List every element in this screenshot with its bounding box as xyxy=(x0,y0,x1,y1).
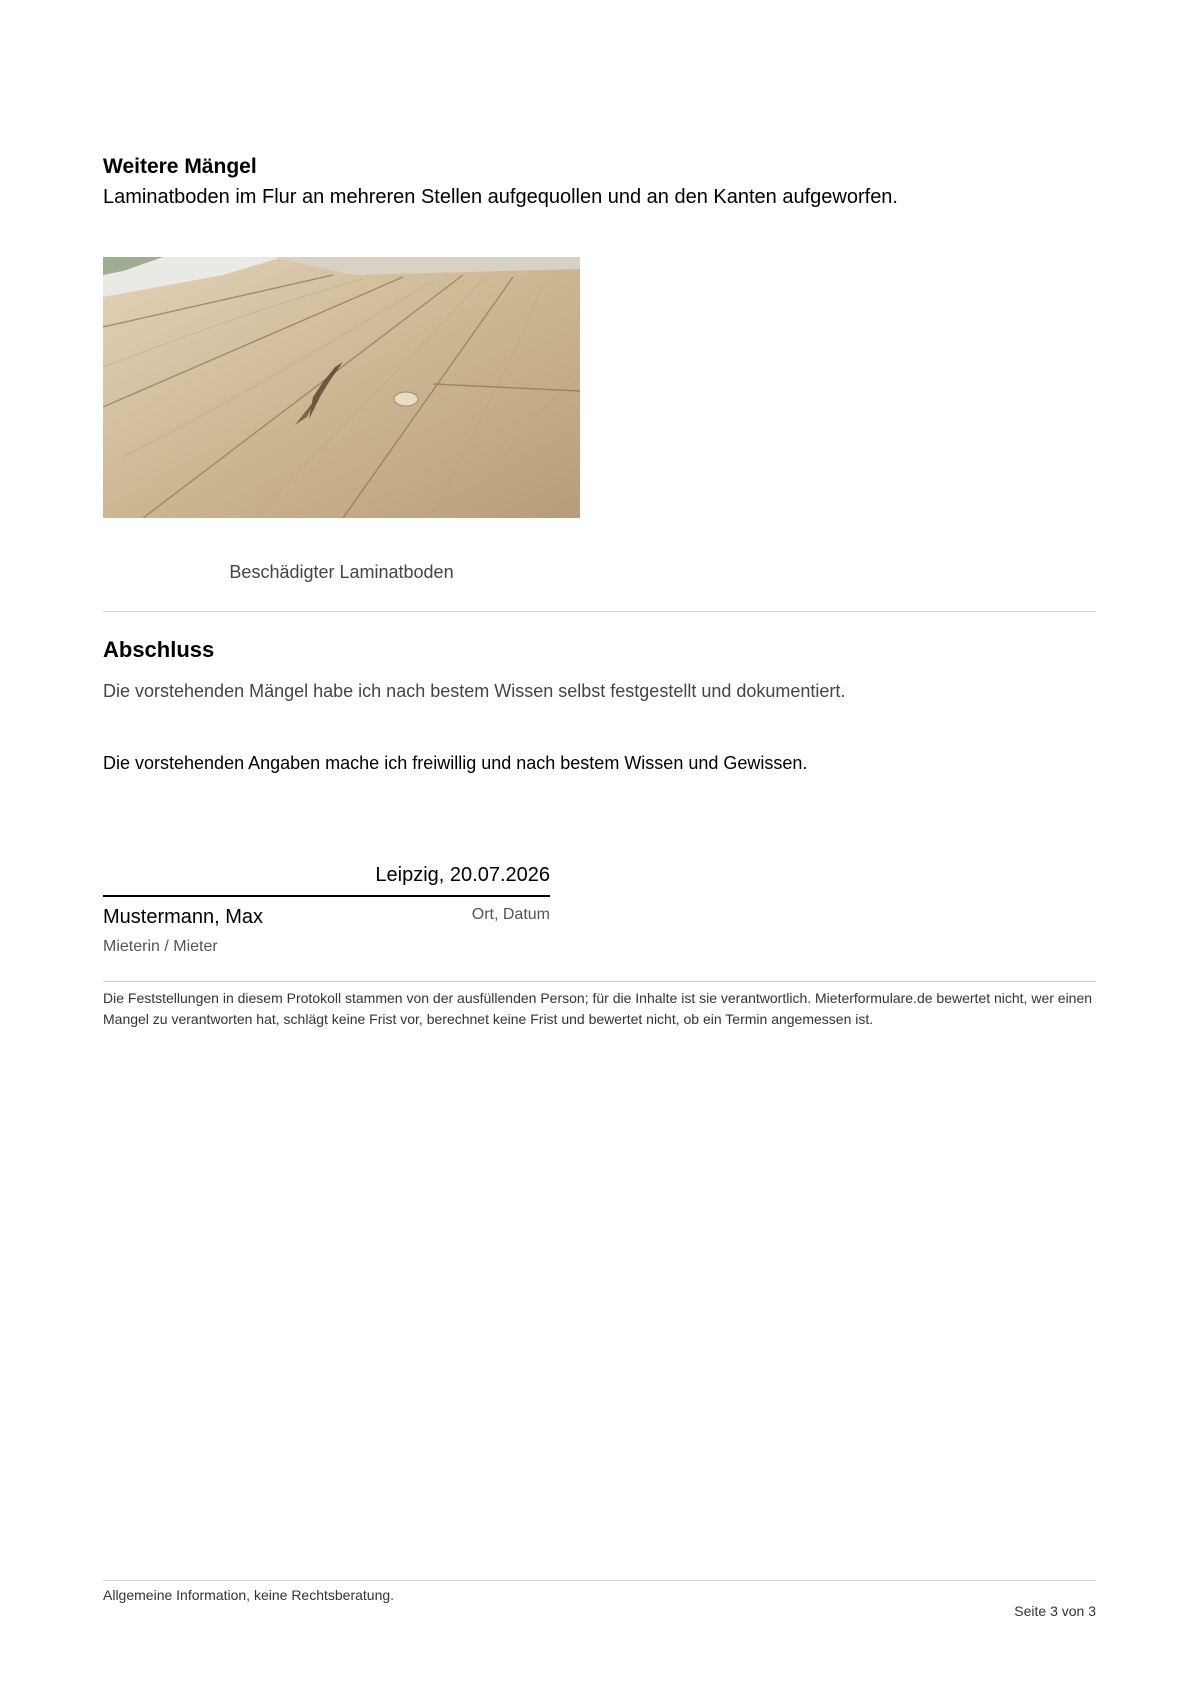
conclusion-text: Die vorstehenden Mängel habe ich nach bestem Wissen selbst festgestellt und dokumentiert. xyxy=(103,681,846,701)
section-title-weitere-maengel: Weitere Mängel xyxy=(103,155,257,178)
section-title-abschluss: Abschluss xyxy=(103,637,215,662)
tenant-name: Mustermann, Max xyxy=(103,906,264,928)
signature-block xyxy=(103,860,550,960)
document-page xyxy=(103,0,1096,1683)
tenant-role: Mieterin / Mieter xyxy=(103,938,218,955)
signature-line xyxy=(103,895,550,897)
footer-note: Allgemeine Information, keine Rechtsberatung. xyxy=(103,1587,395,1603)
footer-divider xyxy=(103,1580,1096,1581)
defect-description: Laminatboden im Flur an mehreren Stellen aufgequollen und an den Kanten aufgeworfen. xyxy=(103,186,898,208)
divider xyxy=(103,611,1096,612)
disclaimer-text: Die Feststellungen in diesem Protokoll stammen von der ausfüllenden Person; für die Inhalte ist sie verantwortlich. Mieterformulare.de bewertet nicht, wer einen Mangel zu verantworten hat, schlägt keine Frist vor, berechnet keine Frist und bewertet nicht, ob ein Termin angemessen ist. xyxy=(103,990,1093,1027)
place-date-label: Ort, Datum xyxy=(471,906,550,923)
declaration-text: Die vorstehenden Angaben mache ich freiwillig und nach bestem Wissen und Gewissen. xyxy=(103,753,808,773)
divider xyxy=(103,981,1096,982)
page-number: Seite 3 von 3 xyxy=(1014,1603,1096,1619)
place-date-value: Leipzig, 20.07.2026 xyxy=(375,864,550,886)
damaged-laminate-photo xyxy=(103,257,580,518)
photo-caption: Beschädigter Laminatboden xyxy=(229,562,454,582)
laminate-floor-illustration xyxy=(103,257,580,518)
